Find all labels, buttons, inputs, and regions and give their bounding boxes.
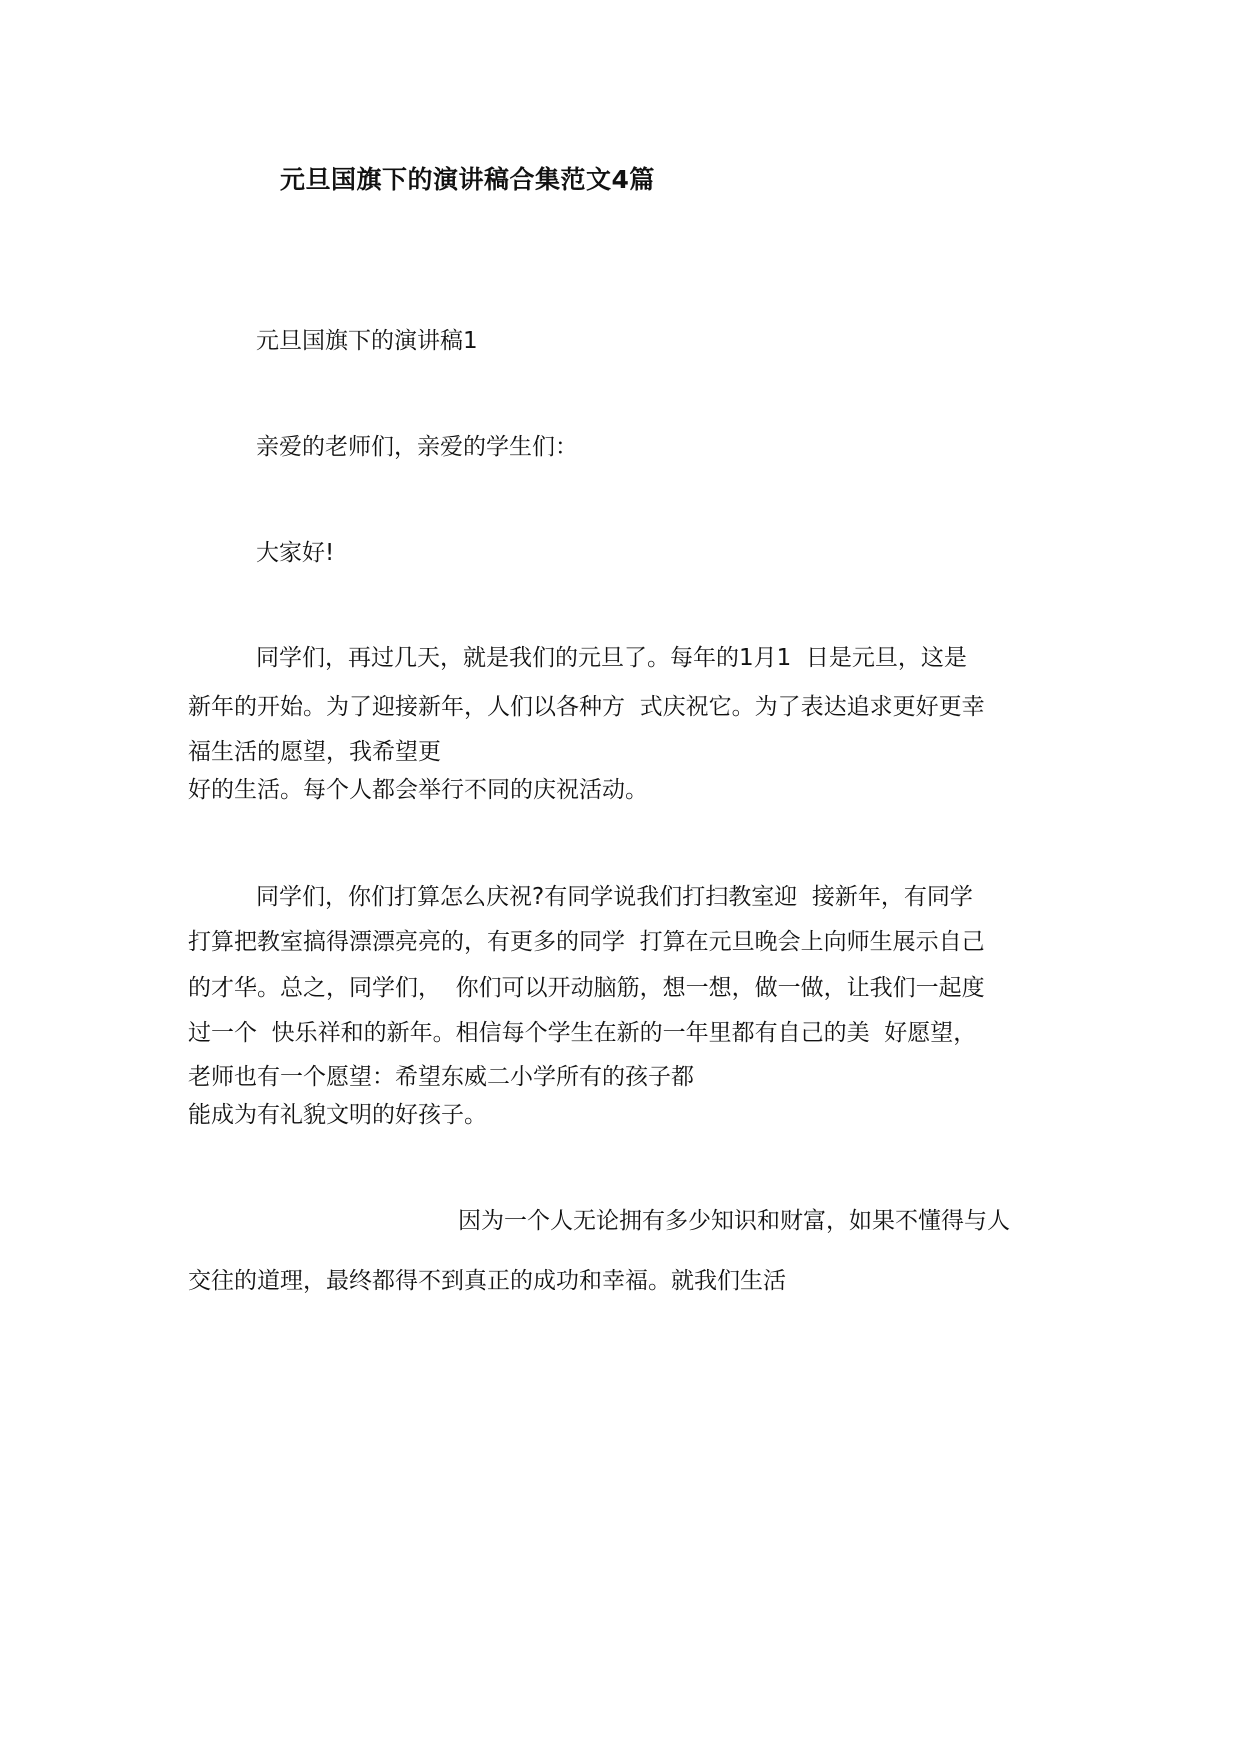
salutation: 亲爱的老师们，亲爱的学生们： — [256, 434, 578, 460]
paragraph-line: 好的生活。每个人都会举行不同的庆祝活动。 — [188, 777, 648, 803]
paragraph-line: 交往的道理，最终都得不到真正的成功和幸福。就我们生活 — [188, 1268, 786, 1294]
paragraph-line: 新年的开始。为了迎接新年，人们以各种方 式庆祝它。为了表达追求更好更幸 — [188, 694, 985, 720]
paragraph-line: 因为一个人无论拥有多少知识和财富，如果不懂得与人 — [458, 1208, 1010, 1234]
document-title: 元旦国旗下的演讲稿合集范文4篇 — [280, 165, 655, 194]
paragraph-line: 打算把教室搞得漂漂亮亮的，有更多的同学 打算在元旦晚会上向师生展示自己 — [188, 929, 985, 955]
paragraph-line: 过一个 快乐祥和的新年。相信每个学生在新的一年里都有自己的美 好愿望， — [188, 1020, 977, 1046]
paragraph-line: 同学们，再过几天，就是我们的元旦了。每年的1月1 日是元旦，这是 — [256, 645, 967, 671]
paragraph-line: 同学们，你们打算怎么庆祝?有同学说我们打扫教室迎 接新年，有同学 — [256, 884, 973, 910]
paragraph-line: 福生活的愿望，我希望更 — [188, 739, 441, 765]
speech-heading: 元旦国旗下的演讲稿1 — [256, 328, 478, 354]
paragraph-line: 能成为有礼貌文明的好孩子。 — [188, 1102, 487, 1128]
paragraph-line: 老师也有一个愿望：希望东威二小学所有的孩子都 — [188, 1064, 694, 1090]
greeting: 大家好! — [256, 540, 335, 566]
paragraph-line: 的才华。总之，同学们， 你们可以开动脑筋，想一想，做一做，让我们一起度 — [188, 975, 985, 1001]
